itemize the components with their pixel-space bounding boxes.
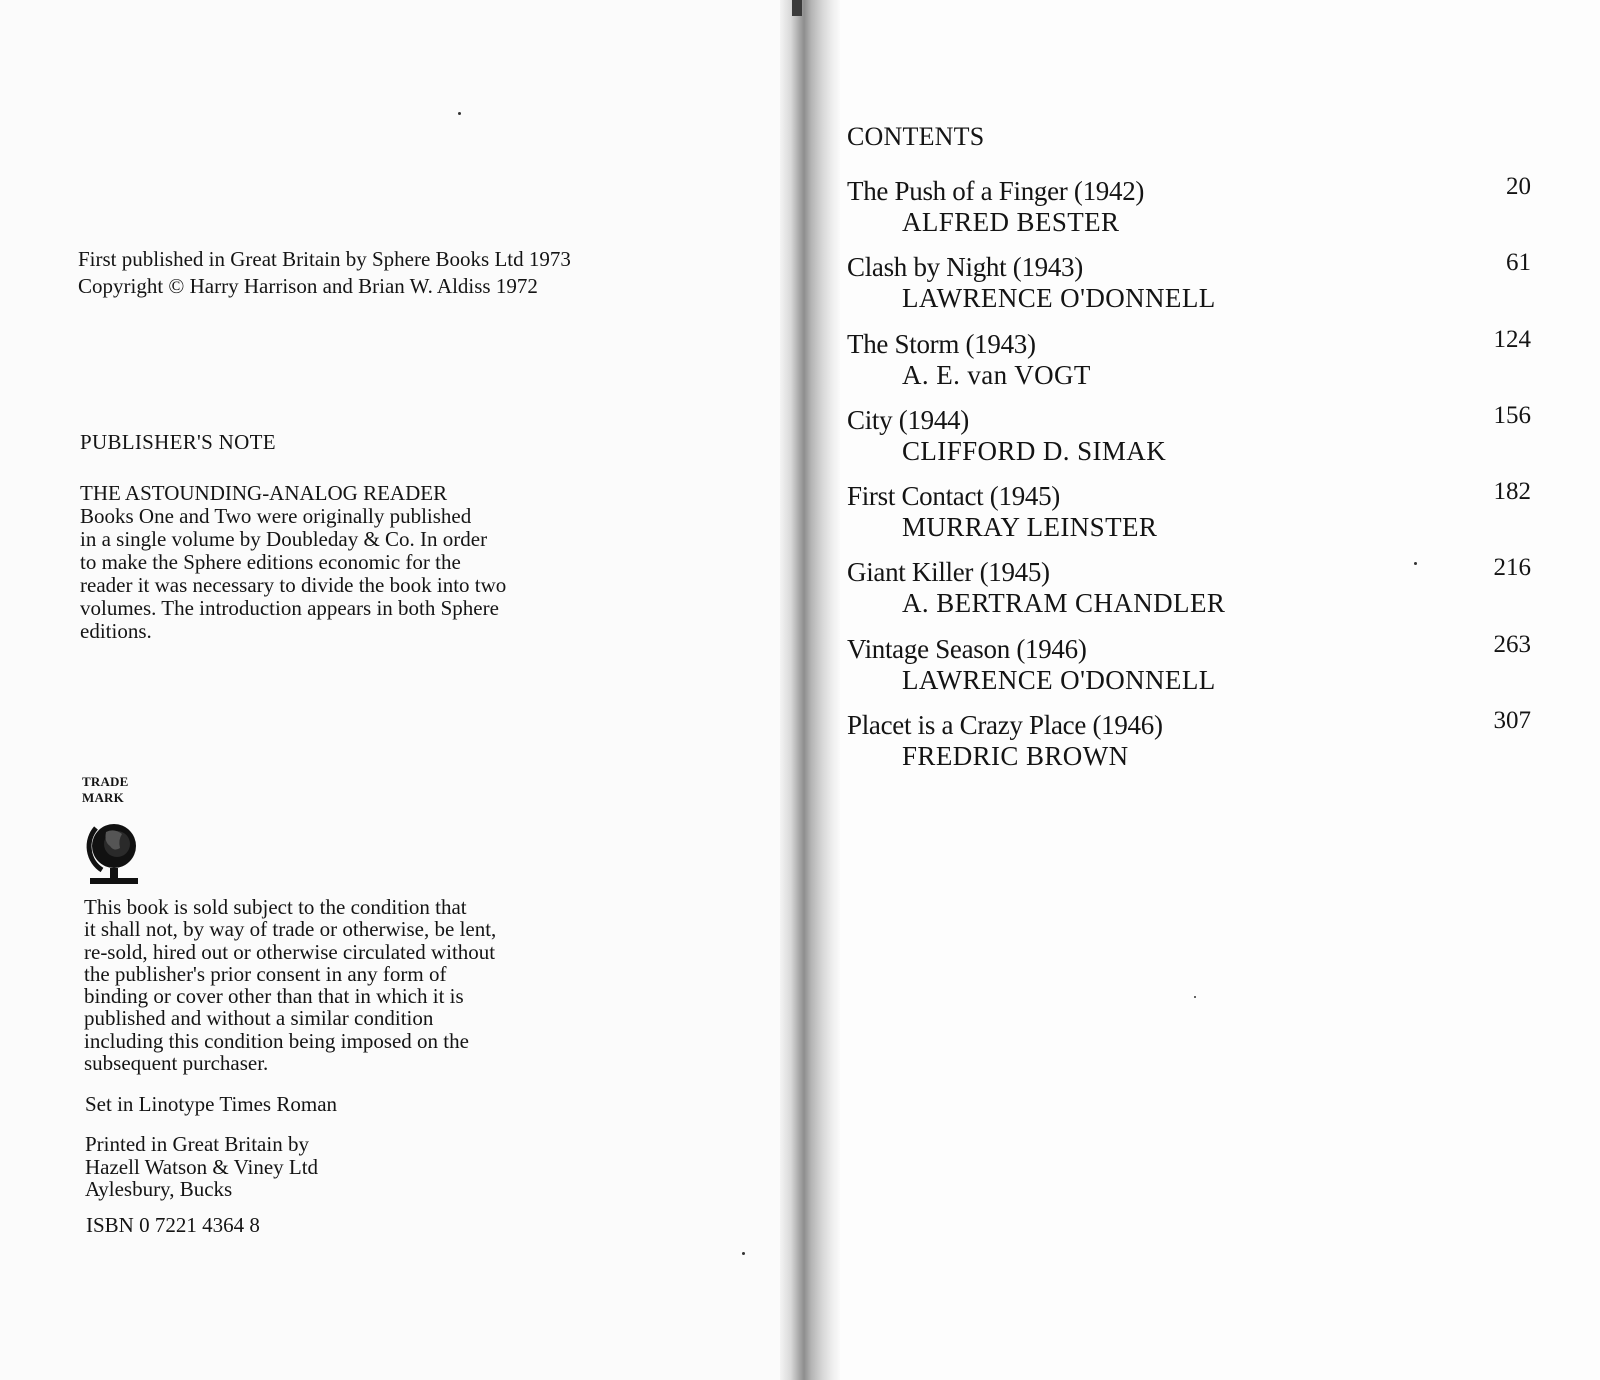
note-line: volumes. The introduction appears in both Sphere bbox=[80, 596, 499, 620]
note-line: in a single volume by Doubleday & Co. In order bbox=[80, 527, 488, 551]
typeface-note: Set in Linotype Times Roman bbox=[85, 1092, 338, 1116]
toc-entry bbox=[847, 630, 1531, 710]
trademark-line: MARK bbox=[82, 790, 124, 805]
page-number: 61 bbox=[1506, 249, 1531, 277]
story-title: The Storm (1943) bbox=[847, 328, 1036, 359]
toc-entry bbox=[847, 325, 1531, 405]
paper-speck bbox=[742, 1252, 745, 1255]
left-page bbox=[0, 0, 795, 1380]
note-line: reader it was necessary to divide the book into two bbox=[80, 573, 507, 597]
gutter-edge bbox=[792, 0, 802, 16]
publishers-note-body bbox=[80, 482, 640, 643]
story-title: City (1944) bbox=[847, 404, 969, 435]
story-author: FREDRIC BROWN bbox=[902, 741, 1129, 772]
note-line: editions. bbox=[80, 619, 152, 643]
conditions-line: it shall not, by way of trade or otherwise, be lent, bbox=[84, 917, 497, 942]
copyright-block bbox=[78, 246, 698, 300]
page-number: 307 bbox=[1493, 707, 1531, 735]
contents-heading: CONTENTS bbox=[847, 122, 985, 151]
story-title: Clash by Night (1943) bbox=[847, 252, 1083, 283]
isbn: ISBN 0 7221 4364 8 bbox=[86, 1213, 260, 1237]
toc-entry bbox=[847, 249, 1531, 328]
story-author: LAWRENCE O'DONNELL bbox=[902, 664, 1216, 695]
note-line: Books One and Two were originally published bbox=[80, 504, 472, 528]
story-title: Giant Killer (1945) bbox=[847, 557, 1050, 588]
first-published-line: First published in Great Britain by Sphere Books Ltd 1973 bbox=[78, 247, 571, 271]
conditions-line: including this condition being imposed on the bbox=[84, 1028, 469, 1053]
trademark-line: TRADE bbox=[82, 774, 129, 789]
conditions-line: re-sold, hired out or otherwise circulated without bbox=[84, 939, 496, 964]
conditions-line: the publisher's prior consent in any form of bbox=[84, 961, 447, 986]
toc-entry bbox=[847, 554, 1531, 633]
page-number: 182 bbox=[1493, 478, 1531, 506]
note-line: to make the Sphere editions economic for the bbox=[80, 550, 461, 574]
note-line: THE ASTOUNDING-ANALOG READER bbox=[80, 481, 448, 505]
page-number: 156 bbox=[1493, 401, 1531, 429]
conditions-line: subsequent purchaser. bbox=[84, 1051, 269, 1076]
toc-entry bbox=[847, 401, 1531, 481]
paper-speck bbox=[1414, 562, 1417, 565]
story-author: A. E. van VOGT bbox=[902, 359, 1091, 390]
toc-entry bbox=[847, 707, 1531, 786]
toc-entry bbox=[847, 478, 1531, 557]
conditions-line: published and without a similar condition bbox=[84, 1006, 434, 1031]
story-author: CLIFFORD D. SIMAK bbox=[902, 435, 1167, 466]
table-of-contents bbox=[847, 173, 1531, 786]
paper-speck bbox=[458, 112, 461, 115]
story-title: The Push of a Finger (1942) bbox=[847, 176, 1145, 206]
story-author: LAWRENCE O'DONNELL bbox=[902, 283, 1216, 314]
conditions-of-sale bbox=[84, 896, 604, 1074]
book-gutter bbox=[780, 0, 840, 1380]
paper-speck bbox=[1194, 996, 1196, 998]
printer-line: Printed in Great Britain by bbox=[85, 1132, 309, 1156]
page-number: 263 bbox=[1493, 630, 1531, 658]
printer-line: Aylesbury, Bucks bbox=[85, 1177, 233, 1201]
globe-icon bbox=[84, 818, 144, 890]
trademark-label bbox=[82, 774, 129, 806]
story-title: Vintage Season (1946) bbox=[847, 633, 1087, 664]
printer-line: Hazell Watson & Viney Ltd bbox=[85, 1154, 319, 1179]
conditions-line: binding or cover other than that in which it is bbox=[84, 984, 464, 1009]
toc-entry bbox=[847, 173, 1531, 252]
publishers-note-heading: PUBLISHER'S NOTE bbox=[80, 430, 276, 454]
conditions-line: This book is sold subject to the condition that bbox=[84, 895, 467, 919]
copyright-line: Copyright © Harry Harrison and Brian W. Aldiss 1972 bbox=[78, 274, 538, 298]
story-author: MURRAY LEINSTER bbox=[902, 512, 1158, 543]
story-author: A. BERTRAM CHANDLER bbox=[902, 588, 1226, 619]
page-number: 20 bbox=[1506, 173, 1531, 200]
printer-info bbox=[85, 1133, 318, 1201]
story-title: First Contact (1945) bbox=[847, 481, 1060, 512]
page-number: 216 bbox=[1493, 554, 1531, 582]
story-author: ALFRED BESTER bbox=[902, 207, 1120, 237]
story-title: Placet is a Crazy Place (1946) bbox=[847, 710, 1163, 741]
page-number: 124 bbox=[1493, 325, 1531, 353]
